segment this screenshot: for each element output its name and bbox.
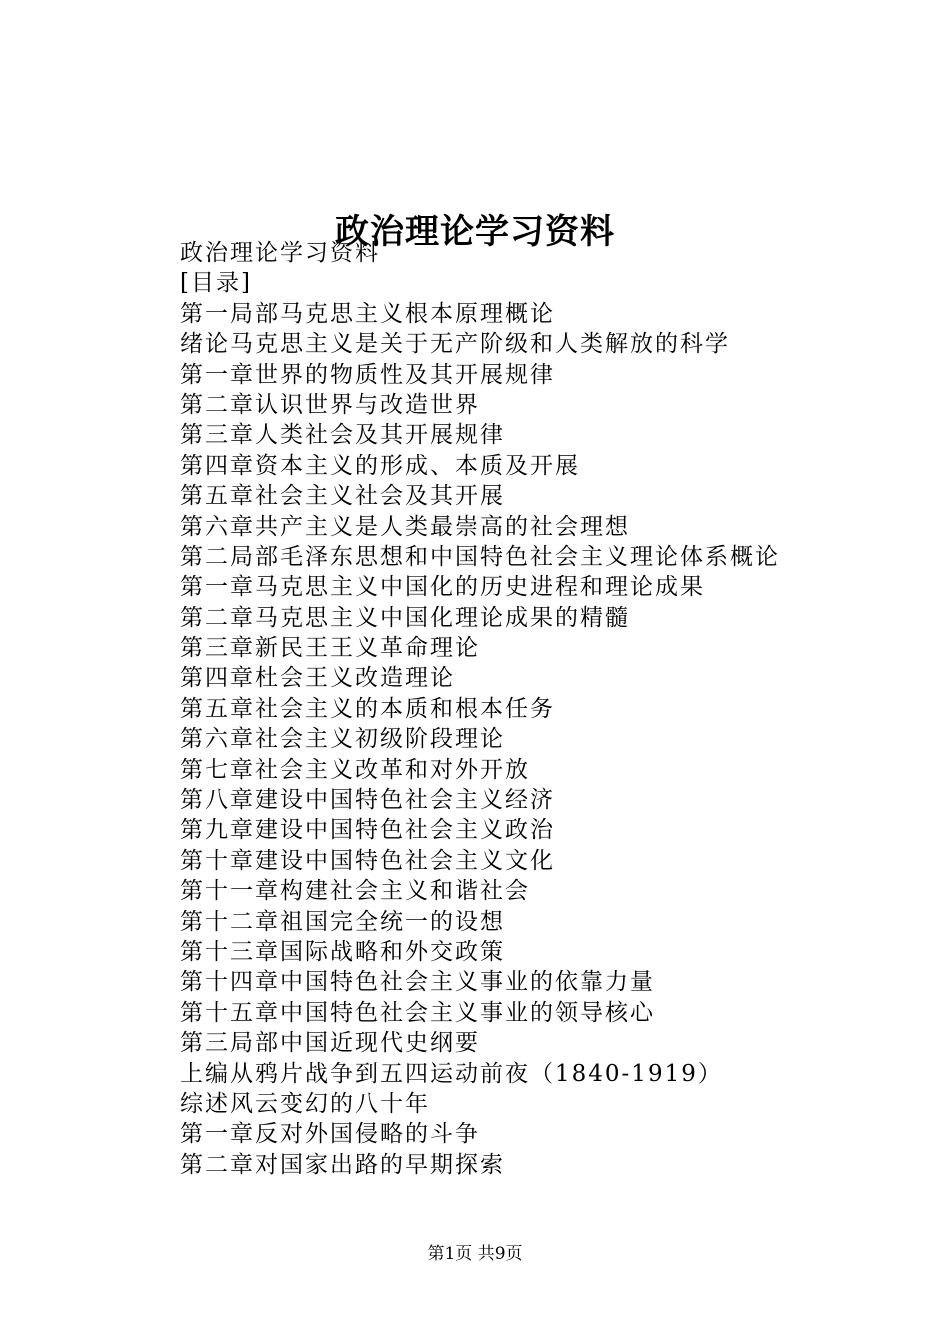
- toc-line: 绪论马克思主义是关于无产阶级和人类解放的科学: [180, 331, 730, 358]
- page-title: 政治理论学习资料: [335, 211, 615, 252]
- toc-line: 第二章认识世界与改造世界: [180, 391, 480, 418]
- toc-line: 第三章人类社会及其开展规律: [180, 422, 505, 449]
- toc-line: 第二章马克思主义中国化理论成果的精髓: [180, 604, 630, 631]
- toc-line: 第一章马克思主义中国化的历史进程和理论成果: [180, 574, 705, 601]
- toc-line: 第二章对国家出路的早期探索: [180, 1151, 505, 1178]
- toc-line: 第六章共产主义是人类最崇高的社会理想: [180, 513, 630, 540]
- toc-line: 第八章建设中国特色社会主义经济: [180, 787, 555, 814]
- toc-line: 第十二章祖国完全统一的设想: [180, 908, 505, 935]
- toc-line: 第五章社会主义社会及其开展: [180, 483, 505, 510]
- toc-line: 第四章资本主义的形成、本质及开展: [180, 452, 580, 479]
- toc-line: 第二局部毛泽东思想和中国特色社会主义理论体系概论: [180, 543, 780, 570]
- toc-line: 第十一章构建社会主义和谐社会: [180, 878, 530, 905]
- toc-line: 第十三章国际战略和外交政策: [180, 938, 505, 965]
- toc-line: 综述风云变幻的八十年: [180, 1090, 430, 1117]
- toc-line: 第一章反对外国侵略的斗争: [180, 1121, 480, 1148]
- toc-line: 第一局部马克思主义根本原理概论: [180, 300, 555, 327]
- toc-line: 上编从鸦片战争到五四运动前夜（1840-1919）: [180, 1060, 723, 1087]
- table-of-contents: [180, 238, 900, 1180]
- toc-line: 第十五章中国特色社会主义事业的领导核心: [180, 999, 655, 1026]
- toc-line: 第三章新民王王义革命理论: [180, 635, 480, 662]
- toc-line: 第十四章中国特色社会主义事业的依靠力量: [180, 969, 655, 996]
- toc-line: 第六章社会主义初级阶段理论: [180, 726, 505, 753]
- toc-line: 政治理论学习资料: [180, 240, 380, 266]
- page-footer: 第1页 共9页: [427, 1244, 523, 1264]
- toc-line: 第十章建设中国特色社会主义文化: [180, 847, 555, 874]
- toc-line: 第四章杜会王义改造理论: [180, 665, 455, 692]
- toc-line: 第九章建设中国特色社会主义政治: [180, 817, 555, 844]
- toc-line: 第五章社会主义的本质和根本任务: [180, 695, 555, 722]
- toc-line: 第三局部中国近现代史纲要: [180, 1030, 480, 1057]
- toc-line: [目录]: [180, 270, 252, 297]
- toc-line: 第七章社会主义改革和对外开放: [180, 756, 530, 783]
- toc-line: 第一章世界的物质性及其开展规律: [180, 361, 555, 388]
